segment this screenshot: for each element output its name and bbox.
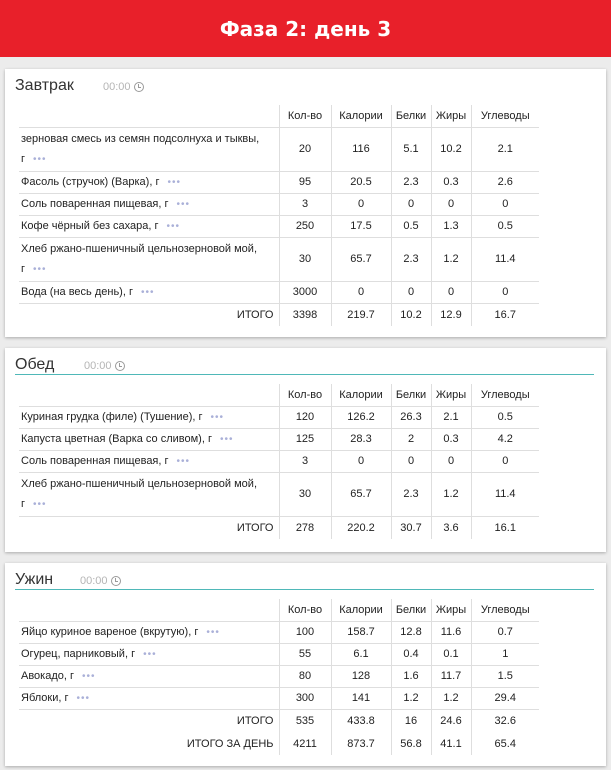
more-options-icon[interactable]: ••• [176, 198, 191, 210]
fat-cell: 11.7 [431, 665, 471, 687]
food-name-cell [19, 127, 279, 171]
total-fat: 24.6 [431, 709, 471, 732]
column-header-carbs: Углеводы [471, 384, 539, 406]
day-total-fat: 41.1 [431, 732, 471, 755]
day-total-calories: 873.7 [331, 732, 391, 755]
calories-cell: 128 [331, 665, 391, 687]
table-row [19, 450, 539, 472]
column-header-qty: Кол-во [279, 599, 331, 621]
more-options-icon[interactable]: ••• [166, 220, 181, 232]
table-row [19, 643, 539, 665]
protein-cell: 2.3 [391, 472, 431, 516]
more-options-icon[interactable]: ••• [167, 176, 181, 188]
calories-cell: 65.7 [331, 237, 391, 281]
page-header [0, 0, 611, 57]
qty-cell: 3 [279, 450, 331, 472]
qty-cell: 100 [279, 621, 331, 643]
calories-cell: 158.7 [331, 621, 391, 643]
qty-cell: 3000 [279, 281, 331, 303]
fat-cell: 0 [431, 450, 471, 472]
column-header-fat: Жиры [431, 599, 471, 621]
column-header-protein: Белки [391, 105, 431, 127]
divider [15, 589, 594, 590]
calories-cell: 0 [331, 281, 391, 303]
qty-cell: 30 [279, 237, 331, 281]
meal-time[interactable] [84, 360, 125, 372]
calories-cell: 141 [331, 687, 391, 709]
total-row [19, 516, 539, 539]
table-row [19, 171, 539, 193]
total-fat: 12.9 [431, 303, 471, 326]
protein-cell: 0.5 [391, 215, 431, 237]
column-header-carbs: Углеводы [471, 105, 539, 127]
table-row [19, 193, 539, 215]
calories-cell: 116 [331, 127, 391, 171]
total-carbs: 32.6 [471, 709, 539, 732]
food-name[interactable]: Кофе чёрный без сахара, г [21, 219, 159, 232]
carbs-cell: 11.4 [471, 237, 539, 281]
table-row [19, 621, 539, 643]
food-name[interactable]: Капуста цветная (Варка со сливом), г [21, 432, 212, 445]
protein-cell: 2.3 [391, 171, 431, 193]
page-title: Фаза 2: день 3 [219, 16, 392, 41]
protein-cell: 12.8 [391, 621, 431, 643]
food-name[interactable]: Яйцо куриное вареное (вкрутую), г [21, 625, 199, 638]
protein-cell: 0 [391, 281, 431, 303]
protein-cell: 2 [391, 428, 431, 450]
column-header-protein: Белки [391, 599, 431, 621]
carbs-cell: 11.4 [471, 472, 539, 516]
column-header-calories: Калории [331, 384, 391, 406]
food-name-cell [19, 171, 279, 193]
carbs-cell: 4.2 [471, 428, 539, 450]
fat-cell: 0.1 [431, 643, 471, 665]
table-row [19, 281, 539, 303]
fat-cell: 1.2 [431, 237, 471, 281]
more-options-icon[interactable]: ••• [210, 411, 224, 423]
column-header-qty: Кол-во [279, 384, 331, 406]
meal-time[interactable] [80, 575, 121, 587]
table-header-row [19, 599, 539, 621]
food-name-cell [19, 406, 279, 428]
total-calories: 433.8 [331, 709, 391, 732]
table-row [19, 406, 539, 428]
total-protein: 30.7 [391, 516, 431, 539]
fat-cell: 1.2 [431, 472, 471, 516]
table-header-row [19, 384, 539, 406]
food-name[interactable]: Соль поваренная пищевая, г [21, 454, 169, 467]
table-row [19, 687, 539, 709]
fat-cell: 0.3 [431, 428, 471, 450]
food-name-cell [19, 215, 279, 237]
calories-cell: 20.5 [331, 171, 391, 193]
calories-cell: 65.7 [331, 472, 391, 516]
carbs-cell: 0.5 [471, 215, 539, 237]
protein-cell: 0 [391, 193, 431, 215]
carbs-cell: 0 [471, 450, 539, 472]
total-qty: 535 [279, 709, 331, 732]
more-options-icon[interactable]: ••• [176, 455, 191, 467]
protein-cell: 0 [391, 450, 431, 472]
food-name[interactable]: Хлеб ржано-пшеничный цельнозерновой мой, г [21, 477, 258, 510]
day-total-label: ИТОГО ЗА ДЕНЬ [186, 737, 274, 750]
fat-cell: 10.2 [431, 127, 471, 171]
carbs-cell: 1.5 [471, 665, 539, 687]
more-options-icon[interactable]: ••• [76, 692, 91, 704]
total-label: ИТОГО [236, 521, 274, 534]
carbs-cell: 29.4 [471, 687, 539, 709]
calories-cell: 6.1 [331, 643, 391, 665]
protein-cell: 1.6 [391, 665, 431, 687]
meal-time-value: 00:00 [84, 360, 112, 372]
table-row [19, 215, 539, 237]
day-total-carbs: 65.4 [471, 732, 539, 755]
qty-cell: 80 [279, 665, 331, 687]
clock-icon [134, 82, 144, 92]
meal-title: Завтрак [15, 77, 74, 94]
column-header-protein: Белки [391, 384, 431, 406]
more-options-icon[interactable]: ••• [82, 670, 96, 682]
protein-cell: 26.3 [391, 406, 431, 428]
qty-cell: 55 [279, 643, 331, 665]
total-qty: 278 [279, 516, 331, 539]
qty-cell: 120 [279, 406, 331, 428]
food-name-cell [19, 237, 279, 281]
meal-table [19, 105, 539, 326]
clock-icon [111, 576, 121, 586]
fat-cell: 1.2 [431, 687, 471, 709]
qty-cell: 3 [279, 193, 331, 215]
total-row [19, 303, 539, 326]
qty-cell: 250 [279, 215, 331, 237]
more-options-icon[interactable]: ••• [219, 433, 234, 445]
carbs-cell: 0.5 [471, 406, 539, 428]
protein-cell: 0.4 [391, 643, 431, 665]
fat-cell: 0.3 [431, 171, 471, 193]
calories-cell: 126.2 [331, 406, 391, 428]
carbs-cell: 2.1 [471, 127, 539, 171]
day-total-protein: 56.8 [391, 732, 431, 755]
meal-title: Обед [15, 356, 55, 373]
calories-cell: 0 [331, 450, 391, 472]
food-name[interactable]: Вода (на весь день), г [21, 285, 133, 298]
food-name-cell [19, 450, 279, 472]
column-header-fat: Жиры [431, 105, 471, 127]
food-name-cell [19, 665, 279, 687]
meal-time-value: 00:00 [80, 575, 108, 587]
food-name-cell [19, 193, 279, 215]
table-header-row [19, 105, 539, 127]
meal-time-value: 00:00 [103, 81, 131, 93]
carbs-cell: 1 [471, 643, 539, 665]
table-row [19, 665, 539, 687]
total-qty: 3398 [279, 303, 331, 326]
food-name-cell [19, 687, 279, 709]
table-row [19, 127, 539, 171]
total-label: ИТОГО [236, 308, 274, 321]
more-options-icon[interactable]: ••• [33, 498, 47, 510]
carbs-cell: 2.6 [471, 171, 539, 193]
food-name[interactable]: Авокадо, г [21, 669, 75, 682]
total-carbs: 16.7 [471, 303, 539, 326]
carbs-cell: 0 [471, 281, 539, 303]
fat-cell: 0 [431, 193, 471, 215]
food-name-cell [19, 643, 279, 665]
food-name-cell [19, 621, 279, 643]
table-row [19, 237, 539, 281]
column-header-name [19, 105, 279, 127]
total-row [19, 709, 539, 732]
meal-card-breakfast [5, 69, 606, 337]
column-header-qty: Кол-во [279, 105, 331, 127]
carbs-cell: 0.7 [471, 621, 539, 643]
day-total-row [19, 732, 539, 755]
qty-cell: 30 [279, 472, 331, 516]
qty-cell: 300 [279, 687, 331, 709]
meal-title: Ужин [15, 571, 54, 588]
total-calories: 219.7 [331, 303, 391, 326]
food-name[interactable]: Яблоки, г [21, 691, 69, 704]
column-header-carbs: Углеводы [471, 599, 539, 621]
qty-cell: 125 [279, 428, 331, 450]
food-name[interactable]: Фасоль (стручок) (Варка), г [21, 175, 160, 188]
qty-cell: 95 [279, 171, 331, 193]
total-protein: 10.2 [391, 303, 431, 326]
column-header-name [19, 599, 279, 621]
fat-cell: 2.1 [431, 406, 471, 428]
fat-cell: 1.3 [431, 215, 471, 237]
calories-cell: 17.5 [331, 215, 391, 237]
more-options-icon[interactable]: ••• [206, 626, 220, 638]
calories-cell: 28.3 [331, 428, 391, 450]
food-name[interactable]: Хлеб ржано-пшеничный цельнозерновой мой, г [21, 242, 258, 275]
protein-cell: 5.1 [391, 127, 431, 171]
total-label: ИТОГО [236, 714, 274, 727]
food-name[interactable]: зерновая смесь из семян подсолнуха и тыквы, г [21, 132, 260, 165]
protein-cell: 2.3 [391, 237, 431, 281]
more-options-icon[interactable]: ••• [140, 286, 155, 298]
meal-card-lunch [5, 348, 606, 552]
more-options-icon[interactable]: ••• [143, 648, 157, 660]
more-options-icon[interactable]: ••• [33, 263, 47, 275]
calories-cell: 0 [331, 193, 391, 215]
food-name[interactable]: Огурец, парниковый, г [21, 647, 136, 660]
divider [15, 374, 594, 375]
total-protein: 16 [391, 709, 431, 732]
table-row [19, 428, 539, 450]
food-name-cell [19, 281, 279, 303]
clock-icon [115, 361, 125, 371]
meal-time[interactable] [103, 81, 144, 93]
fat-cell: 11.6 [431, 621, 471, 643]
meal-table [19, 384, 539, 539]
meal-card-dinner [5, 563, 606, 766]
food-name[interactable]: Куриная грудка (филе) (Тушение), г [21, 410, 203, 423]
fat-cell: 0 [431, 281, 471, 303]
column-header-calories: Калории [331, 599, 391, 621]
food-name[interactable]: Соль поваренная пищевая, г [21, 197, 169, 210]
day-total-qty: 4211 [279, 732, 331, 755]
meal-table [19, 599, 539, 755]
column-header-name [19, 384, 279, 406]
more-options-icon[interactable]: ••• [33, 153, 47, 165]
column-header-calories: Калории [331, 105, 391, 127]
qty-cell: 20 [279, 127, 331, 171]
column-header-fat: Жиры [431, 384, 471, 406]
food-name-cell [19, 472, 279, 516]
total-fat: 3.6 [431, 516, 471, 539]
protein-cell: 1.2 [391, 687, 431, 709]
total-carbs: 16.1 [471, 516, 539, 539]
total-calories: 220.2 [331, 516, 391, 539]
table-row [19, 472, 539, 516]
food-name-cell [19, 428, 279, 450]
carbs-cell: 0 [471, 193, 539, 215]
